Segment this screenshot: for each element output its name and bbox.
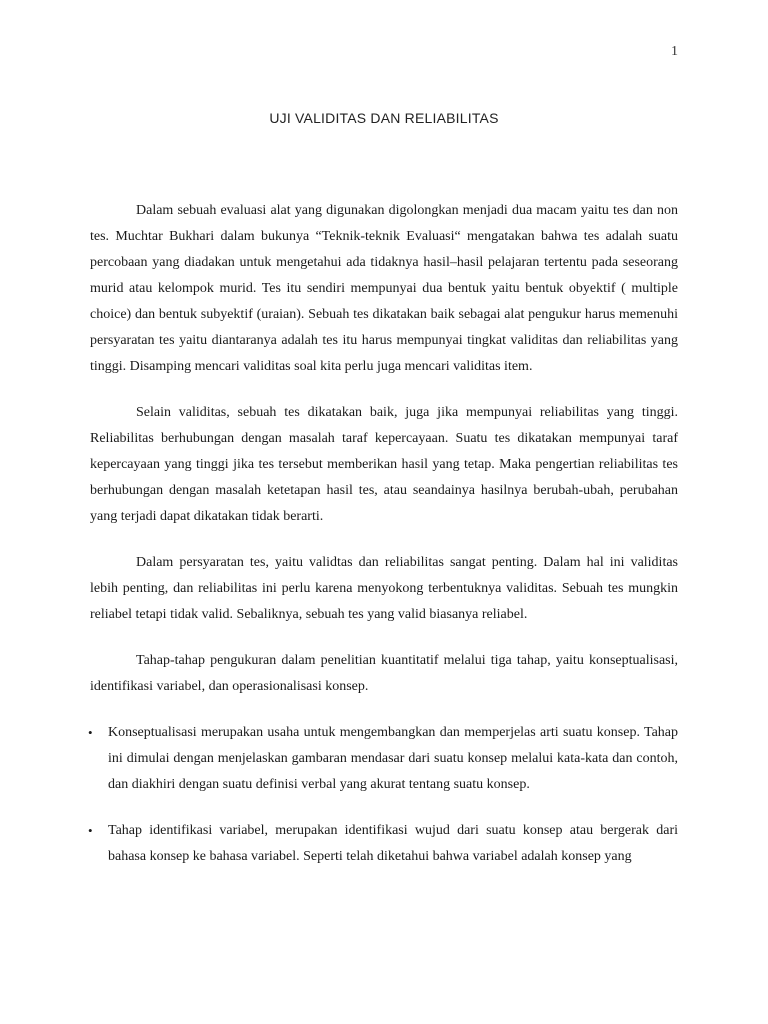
bullet-icon: • [88,823,93,838]
document-body [90,198,678,890]
paragraph-2: Selain validitas, sebuah tes dikatakan baik, juga jika mempunyai reliabilitas yang tinggi. Reliabilitas berhubungan dengan masalah taraf kepercayaan. Suatu tes dikatakan mempunyai taraf kepercayaan yang tinggi jika tes tersebut memberikan hasil yang tetap. Maka pengertian reliabilitas tes berhubungan dengan masalah ketetapan hasil tes, atau seandainya hasilnya berubah-ubah, perubahan yang terjadi dapat dikatakan tidak berarti. [90,405,678,524]
bullet-icon: • [88,725,93,740]
paragraph-3: Dalam persyaratan tes, yaitu validtas dan reliabilitas sangat penting. Dalam hal ini validitas lebih penting, dan reliabilitas ini perlu karena menyokong terbentuknya validitas. Sebuah tes mungkin reliabel tetapi tidak valid. Sebaliknya, sebuah tes yang valid biasanya reliabel. [90,555,678,622]
bullet-item-konseptualisasi [90,720,678,798]
paragraph-4: Tahap-tahap pengukuran dalam penelitian kuantitatif melalui tiga tahap, yaitu konseptualisasi, identifikasi variabel, dan operasionalisasi konsep. [90,653,678,694]
bullet-list [90,720,678,870]
page-number: 1 [671,44,678,59]
paragraph-1: Dalam sebuah evaluasi alat yang digunakan digolongkan menjadi dua macam yaitu tes dan non tes. Muchtar Bukhari dalam bukunya “Teknik-teknik Evaluasi“ mengatakan bahwa tes adalah suatu percobaan yang diadakan untuk mengetahui ada tidaknya hasil–hasil pelajaran tertentu pada seseorang murid atau kelompok murid. Tes itu sendiri mempunyai dua bentuk yaitu bentuk obyektif ( multiple choice) dan bentuk subyektif (uraian). Sebuah tes dikatakan baik sebagai alat pengukur harus memenuhi persyaratan tes yaitu diantaranya adalah tes itu harus mempunyai tingkat validitas dan reliabilitas yang tinggi. Disamping mencari validitas soal kita perlu juga mencari validitas item. [90,203,678,374]
document-title: UJI VALIDITAS DAN RELIABILITAS [269,110,499,126]
bullet-item-identifikasi [90,818,678,870]
bullet-text: Tahap identifikasi variabel, merupakan identifikasi wujud dari suatu konsep atau bergerak dari bahasa konsep ke bahasa variabel. Seperti telah diketahui bahwa variabel adalah konsep yang [108,823,678,864]
bullet-text: Konseptualisasi merupakan usaha untuk mengembangkan dan memperjelas arti suatu konsep. Tahap ini dimulai dengan menjelaskan gambaran mendasar dari suatu konsep melalui kata-kata dan contoh, dan diakhiri dengan suatu definisi verbal yang akurat tentang suatu konsep. [108,725,678,792]
